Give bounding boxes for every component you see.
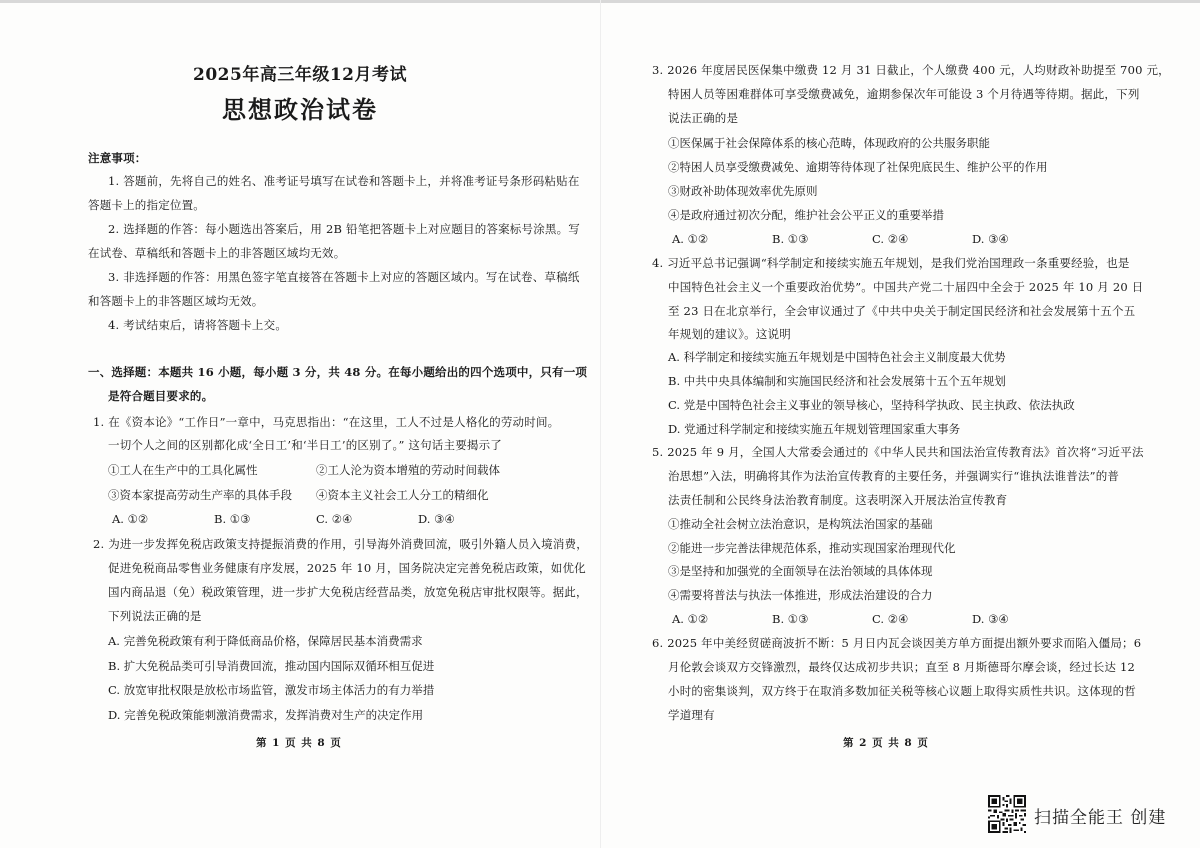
q5-option-d: D. ③④ (972, 612, 1009, 626)
q3-option-a: A. ①② (672, 232, 709, 246)
q5-option-a: A. ①② (672, 612, 709, 626)
exam-page-2 (600, 0, 1200, 848)
q1-statement-2: ②工人沦为资本增殖的劳动时间载体 (316, 463, 500, 477)
q4-option-c: C. 党是中国特色社会主义事业的领导核心，坚持科学执政、民主执政、依法执政 (668, 398, 1075, 412)
q2-option-b: B. 扩大免税品类可引导消费回流，推动国内国际双循环相互促进 (108, 659, 435, 673)
q1-option-a: A. ①② (112, 512, 149, 526)
question-4-stem: 年规划的建议》。这说明 (668, 327, 791, 341)
question-6-stem: 6. 2025 年中美经贸磋商波折不断：5 月日内瓦会谈因美方单方面提出额外要求而陷入僵局；6 (652, 636, 1142, 650)
question-2-stem: 促进免税商品零售业务健康有序发展，2025 年 10 月，国务院决定完善免税店政策，如优化 (108, 561, 586, 575)
q3-statement-4: ④是政府通过初次分配，维护社会公平正义的重要举措 (668, 208, 944, 222)
q5-option-c: C. ②④ (872, 612, 909, 626)
question-5-stem: 5. 2025 年 9 月，全国人大常委会通过的《中华人民共和国法治宣传教育法》首次将“习近平法 (652, 445, 1144, 459)
notice-line: 3. 非选择题的作答：用黑色签字笔直接答在答题卡上对应的答题区域内。写在试卷、草稿纸 (108, 270, 580, 284)
q1-option-b: B. ①③ (214, 512, 251, 526)
question-4-stem: 4. 习近平总书记强调“科学制定和接续实施五年规划，是我们党治国理政一条重要经验，也是 (652, 256, 1130, 270)
question-3-stem: 特困人员等困难群体可享受缴费减免，逾期参保次年可能设 3 个月待遇等待期。据此，下列 (668, 87, 1140, 101)
q4-option-a: A. 科学制定和接续实施五年规划是中国特色社会主义制度最大优势 (668, 350, 1006, 364)
question-2-stem: 2. 为进一步发挥免税店政策支持提振消费的作用，引导海外消费回流，吸引外籍人员入境消费， (93, 537, 588, 551)
question-1-stem: 1. 在《资本论》“工作日”一章中，马克思指出：“在这里，工人不过是人格化的劳动时间。 (93, 415, 560, 429)
notice-line: 答题卡上的指定位置。 (88, 198, 205, 212)
question-3-stem: 说法正确的是 (668, 111, 739, 125)
question-3-stem: 3. 2026 年度居民医保集中缴费 12 月 31 日截止，个人缴费 400 元，人均财政补助提至 700 元， (652, 63, 1170, 77)
q3-option-c: C. ②④ (872, 232, 909, 246)
question-2-stem: 国内商品退（免）税政策管理，进一步扩大免税店经营品类，放宽免税店审批权限等。据此， (108, 585, 588, 599)
question-6-stem: 学道理有 (668, 708, 715, 722)
q3-statement-1: ①医保属于社会保障体系的核心范畴，体现政府的公共服务职能 (668, 136, 990, 150)
q3-statement-2: ②特困人员享受缴费减免、逾期等待体现了社保兜底民生、维护公平的作用 (668, 160, 1048, 174)
q4-option-d: D. 党通过科学制定和接续实施五年规划管理国家重大事务 (668, 422, 961, 436)
scanner-watermark (988, 795, 1178, 835)
notice-heading: 注意事项： (88, 151, 147, 165)
section-heading: 是符合题目要求的。 (108, 389, 214, 403)
q1-statement-4: ④资本主义社会工人分工的精细化 (316, 488, 489, 502)
q1-option-c: C. ②④ (316, 512, 353, 526)
question-1-stem: 一切个人之间的区别都化成‘全日工’和‘半日工’的区别了。” 这句话主要揭示了 (108, 438, 503, 452)
exam-title: 2025年高三年级12月考试 (193, 65, 407, 85)
q1-statement-1: ①工人在生产中的工具化属性 (108, 463, 258, 477)
notice-line: 和答题卡上的非答题区域均无效。 (88, 294, 264, 308)
q5-statement-1: ①推动全社会树立法治意识，是构筑法治国家的基础 (668, 517, 933, 531)
q2-option-a: A. 完善免税政策有利于降低商品价格，保障居民基本消费需求 (108, 634, 423, 648)
qr-code-icon (988, 795, 1026, 833)
q3-option-d: D. ③④ (972, 232, 1009, 246)
section-heading: 一、选择题：本题共 16 小题，每小题 3 分，共 48 分。在每小题给出的四个选项中，只有一项 (88, 365, 588, 379)
question-5-stem: 治思想”入法，明确将其作为法治宣传教育的主要任务，并强调实行“谁执法谁普法”的普 (668, 469, 1120, 483)
q1-statement-3: ③资本家提高劳动生产率的具体手段 (108, 488, 292, 502)
q2-option-d: D. 完善免税政策能刺激消费需求，发挥消费对生产的决定作用 (108, 708, 424, 722)
question-5-stem: 法责任制和公民终身法治教育制度。这表明深入开展法治宣传教育 (668, 493, 1008, 507)
q2-option-c: C. 放宽审批权限是放松市场监管，激发市场主体活力的有力举措 (108, 683, 435, 697)
q3-option-b: B. ①③ (772, 232, 809, 246)
question-6-stem: 小时的密集谈判，双方终于在取消多数加征关税等核心议题上取得实质性共识。这体现的哲 (668, 684, 1136, 698)
subject-title: 思想政治试卷 (222, 95, 378, 124)
q4-option-b: B. 中共中央具体编制和实施国民经济和社会发展第十五个五年规划 (668, 374, 1006, 388)
question-2-stem: 下列说法正确的是 (108, 609, 202, 623)
notice-line: 2. 选择题的作答：每小题选出答案后，用 2B 铅笔把答题卡上对应题目的答案标号涂黑。写 (108, 222, 581, 236)
q1-option-d: D. ③④ (418, 512, 455, 526)
q3-statement-3: ③财政补助体现效率优先原则 (668, 184, 818, 198)
notice-line: 4. 考试结束后，请将答题卡上交。 (108, 318, 288, 332)
notice-line: 在试卷、草稿纸和答题卡上的非答题区域均无效。 (88, 246, 346, 260)
question-4-stem: 中国特色社会主义一个重要政治优势”。中国共产党二十届四中全会于 2025 年 10 月 20 日 (668, 280, 1144, 294)
question-4-stem: 至 23 日在北京举行，全会审议通过了《中共中央关于制定国民经济和社会发展第十五个五 (668, 304, 1136, 318)
notice-line: 1. 答题前，先将自己的姓名、准考证号填写在试卷和答题卡上，并将准考证号条形码粘贴在 (108, 174, 580, 188)
page-footer: 第 1 页 共 8 页 (256, 737, 342, 749)
q5-statement-2: ②能进一步完善法律规范体系，推动实现国家治理现代化 (668, 541, 956, 555)
page-footer: 第 2 页 共 8 页 (843, 737, 929, 749)
q5-statement-3: ③是坚持和加强党的全面领导在法治领域的具体体现 (668, 564, 933, 578)
q5-option-b: B. ①③ (772, 612, 809, 626)
watermark-text: 扫描全能王 创建 (1034, 808, 1167, 828)
q5-statement-4: ④需要将普法与执法一体推进，形成法治建设的合力 (668, 588, 933, 602)
question-6-stem: 月伦敦会谈双方交锋激烈，最终仅达成初步共识；直至 8 月斯德哥尔摩会谈，经过长达 12 (668, 660, 1136, 674)
